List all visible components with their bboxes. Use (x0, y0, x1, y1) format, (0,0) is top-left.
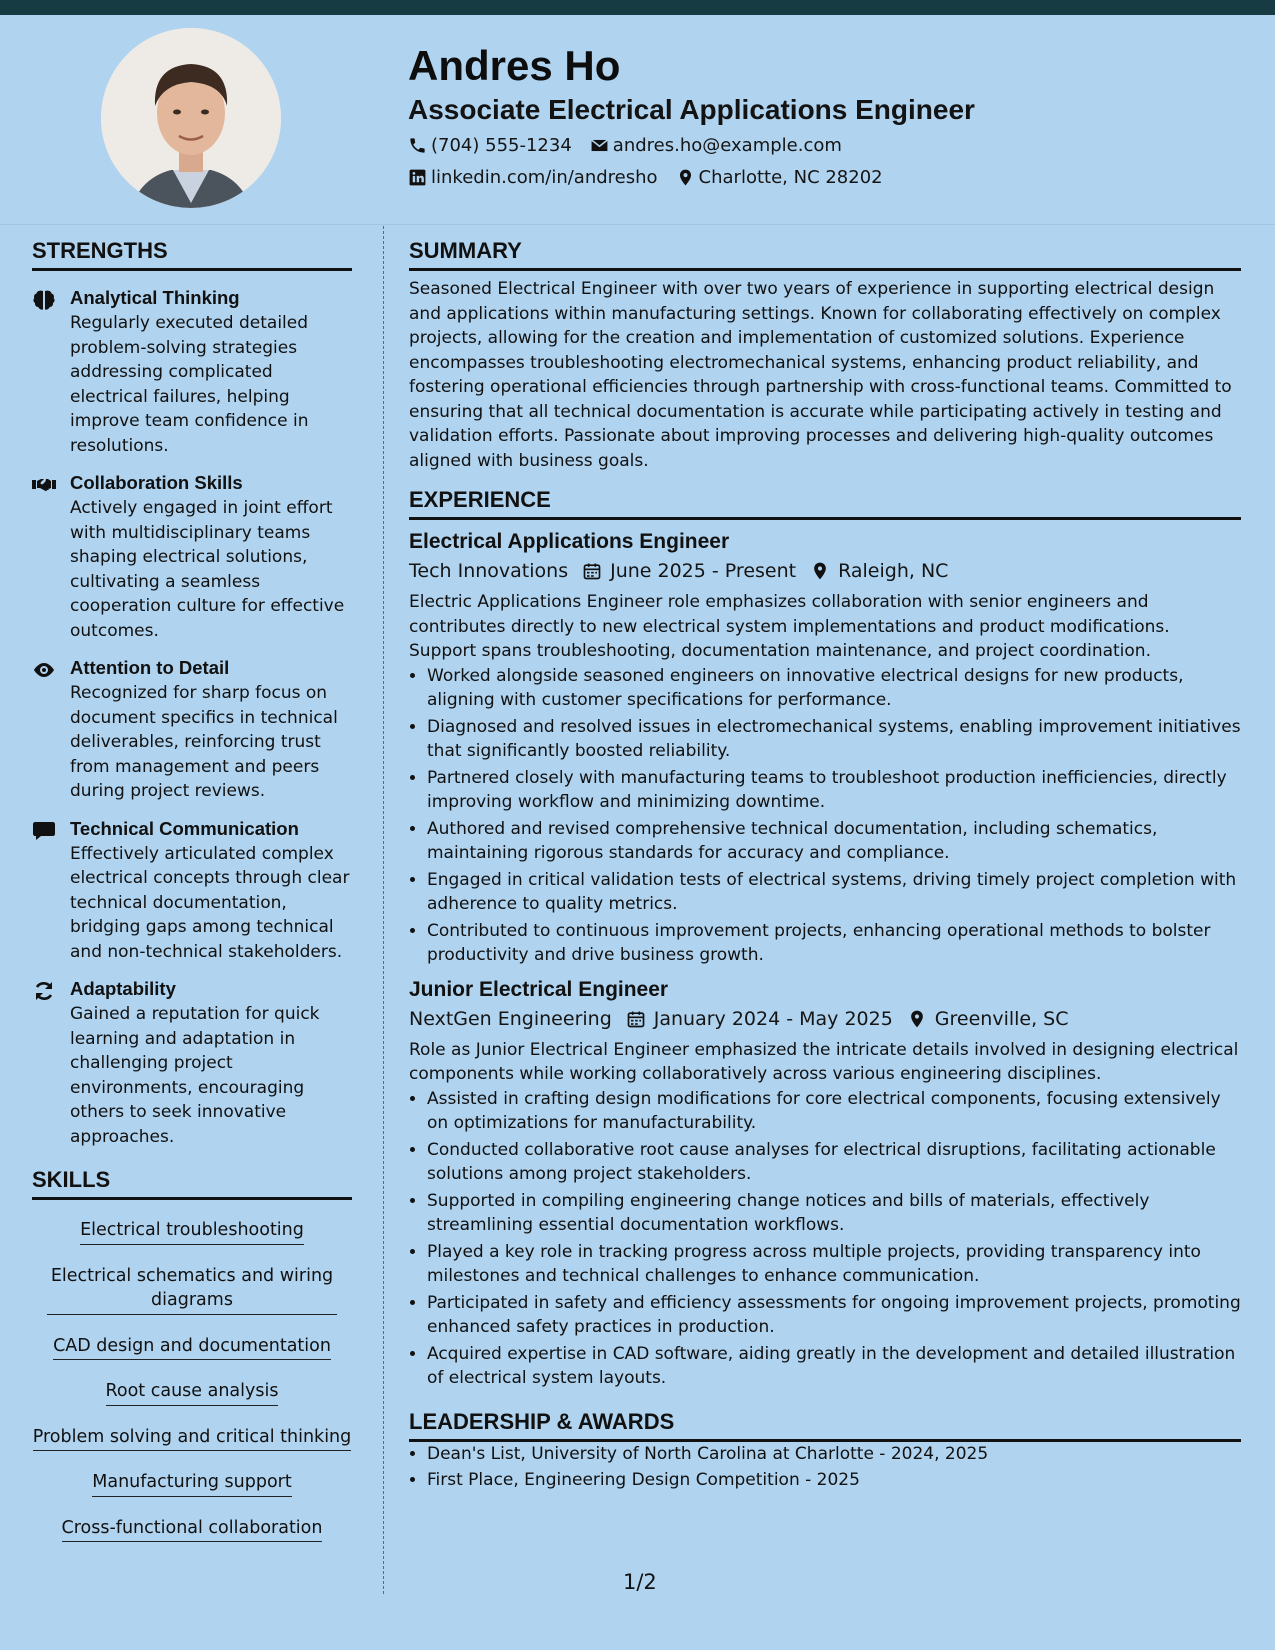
job-dates: June 2025 - Present (610, 560, 797, 582)
strength-item (32, 472, 352, 643)
job-title: Junior Electrical Engineer (409, 977, 669, 1001)
strength-item (32, 818, 352, 965)
experience-heading: EXPERIENCE (409, 487, 1241, 520)
job-bullets (409, 1087, 1241, 1391)
linkedin-link[interactable]: linkedin.com/in/andresho (431, 167, 658, 188)
skill-item: Electrical schematics and wiring diagrams (47, 1264, 337, 1315)
phone-icon (408, 136, 427, 155)
job-dates: January 2024 - May 2025 (653, 1007, 893, 1030)
job-description: Electric Applications Engineer role emphasizes collaboration with senior engineers and contributes directly to new electrical system implementations and product modifications. Support spans troubleshooting, documentation maintenance, and project coordination. (409, 592, 1170, 661)
strength-title: Collaboration Skills (70, 472, 243, 493)
strength-item (32, 287, 352, 458)
strength-title: Analytical Thinking (70, 287, 240, 308)
handshake-icon (32, 474, 56, 496)
list-item: • Acquired expertise in CAD software, aiding greatly in the development and detailed illustration of electrical system layouts. (427, 1342, 1241, 1391)
eye-icon (32, 659, 56, 681)
linkedin-icon (408, 168, 427, 187)
strength-title: Attention to Detail (70, 657, 230, 678)
strength-desc: Gained a reputation for quick learning and adaptation in challenging project environments, encouraging others to seek innovative approaches. (70, 1004, 320, 1147)
job-entry (409, 978, 1241, 1391)
job-description: Role as Junior Electrical Engineer emphasized the intricate details involved in designing electrical components while working collaboratively across various engineering disciplines. (409, 1039, 1239, 1084)
strength-desc: Recognized for sharp focus on document specifics in technical deliverables, reinforcing trust from management and peers during project reviews. (70, 683, 338, 801)
speech-bubble-icon (32, 820, 56, 842)
candidate-name: Andres Ho (408, 42, 621, 89)
job-location: Raleigh, NC (838, 560, 949, 582)
brain-icon (32, 289, 56, 311)
skill-item: Cross-functional collaboration (62, 1516, 323, 1543)
list-item: • Worked alongside seasoned engineers on innovative electrical designs for new products, aligning with customer specifications for performance. (427, 664, 1241, 713)
list-item: • Supported in compiling engineering change notices and bills of materials, effectively streamlining essential documentation workflows. (427, 1189, 1241, 1238)
email-link[interactable]: andres.ho@example.com (612, 135, 842, 156)
job-meta (409, 1008, 1241, 1030)
summary-heading: SUMMARY (409, 238, 1241, 271)
header-divider (0, 224, 1275, 225)
strength-title: Technical Communication (70, 817, 299, 839)
left-column (32, 238, 352, 1561)
job-bullets (409, 664, 1241, 968)
strength-item (32, 657, 352, 804)
phone-text: (704) 555-1234 (431, 135, 572, 156)
calendar-icon (582, 561, 602, 581)
contact-phone (408, 135, 572, 156)
list-item: • Authored and revised comprehensive technical documentation, including schematics, maintaining rigorous standards for accuracy and compliance. (427, 817, 1241, 866)
list-item: • First Place, Engineering Design Competition - 2025 (427, 1468, 1241, 1493)
list-item: • Participated in safety and efficiency assessments for ongoing improvement projects, promoting enhanced safety practices in production. (427, 1291, 1241, 1340)
list-item: • Engaged in critical validation tests of electrical systems, driving timely project completion with adherence to quality metrics. (427, 868, 1241, 917)
skill-item: Manufacturing support (92, 1470, 291, 1497)
strength-desc: Regularly executed detailed problem-solving strategies addressing complicated electrical failures, helping improve team confidence in resolutions. (70, 313, 309, 456)
skill-item: CAD design and documentation (53, 1334, 331, 1361)
strength-desc: Actively engaged in joint effort with multidisciplinary teams shaping electrical solutions, cultivating a seamless cooperation culture for effective outcomes. (70, 498, 345, 641)
skill-item: Root cause analysis (106, 1379, 279, 1406)
list-item: • Diagnosed and resolved issues in electromechanical systems, enabling improvement initiatives that significantly boosted reliability. (427, 715, 1241, 764)
list-item: • Partnered closely with manufacturing teams to troubleshoot production inefficiencies, directly improving workflow and minimizing downtime. (427, 766, 1241, 815)
job-meta (409, 560, 1241, 582)
contact-location (676, 167, 883, 188)
list-item: • Conducted collaborative root cause analyses for electrical disruptions, facilitating actionable solutions among project stakeholders. (427, 1138, 1241, 1187)
leadership-heading: LEADERSHIP & AWARDS (409, 1409, 1241, 1442)
job-entry (409, 530, 1241, 968)
refresh-icon (32, 980, 56, 1002)
list-item: • Contributed to continuous improvement projects, enhancing operational methods to bolster productivity and drive business growth. (427, 919, 1241, 968)
top-accent-bar (0, 0, 1275, 15)
map-pin-icon (907, 1009, 927, 1029)
strength-title: Adaptability (70, 978, 176, 999)
skill-item: Electrical troubleshooting (80, 1218, 304, 1245)
right-column (409, 238, 1241, 1495)
skills-heading: SKILLS (32, 1167, 352, 1200)
candidate-title: Associate Electrical Applications Engineer (408, 94, 975, 125)
strength-desc: Effectively articulated complex electrical concepts through clear technical documentation, bridging gaps among technical and non-technical stakeholders. (70, 843, 350, 962)
calendar-icon (626, 1009, 646, 1029)
skills-list (32, 1218, 352, 1561)
profile-photo (101, 28, 281, 208)
location-text: Charlotte, NC 28202 (698, 167, 883, 188)
summary-text: Seasoned Electrical Engineer with over two years of experience in supporting electrical design and applications within manufacturing settings. Known for collaborating effectively on complex projects, allowing for the creation and implementation of customized solutions. Experience encompasses troubleshooting electromechanical systems, enhancing product reliability, and fostering operational efficiencies through partnership with cross-functional teams. Committed to ensuring that all technical documentation is accurate while participating actively in testing and validation efforts. Passionate about improving processes and delivering high-quality outcomes aligned with business goals. (409, 279, 1232, 471)
contact-email[interactable] (590, 135, 842, 156)
job-location: Greenville, SC (934, 1007, 1069, 1030)
leadership-list (409, 1442, 1241, 1493)
job-company: NextGen Engineering (409, 1007, 612, 1030)
map-pin-icon (810, 561, 830, 581)
contact-linkedin[interactable] (408, 167, 658, 188)
list-item: • Assisted in crafting design modifications for core electrical components, focusing extensively on optimizations for manufacturability. (427, 1087, 1241, 1136)
page-number: 1/2 (623, 1570, 657, 1594)
contact-row-1 (408, 135, 842, 156)
list-item: • Dean's List, University of North Carolina at Charlotte - 2024, 2025 (427, 1442, 1241, 1467)
column-divider (383, 226, 384, 1594)
list-item: • Played a key role in tracking progress across multiple projects, providing transparency into milestones and technical challenges to enhance communication. (427, 1240, 1241, 1289)
job-company: Tech Innovations (409, 560, 569, 582)
strengths-heading: STRENGTHS (32, 238, 352, 271)
contact-row-2 (408, 167, 883, 188)
map-pin-icon (676, 168, 695, 187)
skill-item: Problem solving and critical thinking (33, 1425, 352, 1452)
envelope-icon (590, 136, 609, 155)
strength-item (32, 978, 352, 1149)
job-title: Electrical Applications Engineer (409, 530, 730, 553)
